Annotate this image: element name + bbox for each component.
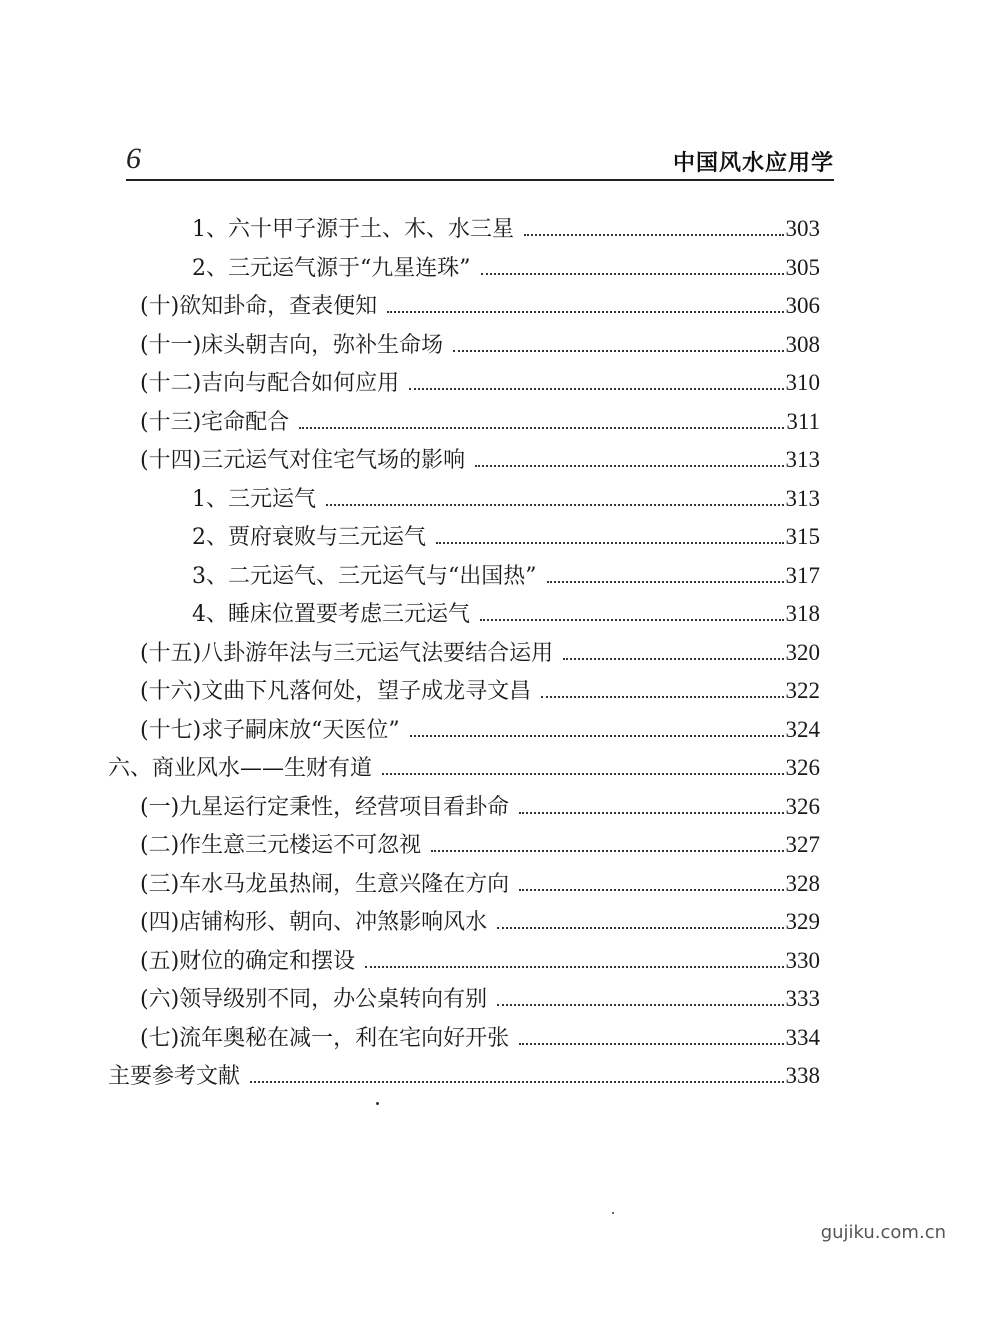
toc-entry-page: 338	[785, 1063, 820, 1088]
toc-entry-title: 2、贾府衰败与三元运气	[192, 525, 426, 550]
toc-entry-page: 318	[785, 601, 820, 626]
dot-leader	[541, 696, 783, 698]
dot-leader	[481, 273, 784, 275]
toc-entry	[140, 672, 820, 710]
toc-entry-title: 1、六十甲子源于土、木、水三星	[192, 217, 514, 242]
toc-entry-title: 1、三元运气	[192, 486, 316, 512]
book-title: 中国风水应用学	[672, 151, 834, 176]
dot-leader	[497, 1004, 783, 1006]
toc-entry-title: (十)欲知卦命，查表便知	[140, 294, 378, 319]
toc-entry-page: 328	[785, 870, 820, 896]
toc-entry-title: 3、二元运气、三元运气与“出国热”	[192, 563, 537, 589]
toc-entry-page: 313	[785, 447, 820, 472]
header-rule	[126, 179, 834, 181]
toc-entry-page: 317	[785, 562, 820, 588]
toc-entry-page: 320	[785, 639, 820, 665]
toc-entry	[108, 749, 820, 787]
page-number: 6	[126, 142, 141, 175]
dot-leader	[453, 350, 783, 352]
toc-entry	[140, 942, 820, 980]
dot-leader	[519, 889, 783, 891]
toc-entry-title: (十七)求子嗣床放“天医位”	[140, 717, 400, 743]
toc-entry-title: 主要参考文献	[108, 1064, 241, 1089]
toc-entry	[140, 903, 820, 941]
toc-entry	[140, 364, 820, 402]
toc-entry-title: (十六)文曲下凡落何处，望子成龙寻文昌	[140, 679, 532, 704]
toc-entry-title: (三)车水马龙虽热闹，生意兴隆在方向	[140, 871, 510, 897]
dot-leader	[382, 773, 783, 775]
toc-entry-page: 326	[785, 793, 820, 819]
dot-leader	[387, 311, 783, 313]
dot-leader	[475, 465, 783, 467]
toc-entry-title: (十五)八卦游年法与三元运气法要结合运用	[140, 640, 554, 666]
toc-entry	[192, 480, 820, 518]
toc-entry	[140, 980, 820, 1018]
toc-entry	[140, 826, 820, 864]
dot-leader	[299, 427, 784, 429]
toc-entry	[140, 711, 820, 749]
toc-entry-page: 303	[785, 216, 820, 241]
toc-entry	[108, 1057, 820, 1095]
toc-entry	[140, 441, 820, 479]
toc-entry	[140, 865, 820, 903]
toc-entry-page: 310	[785, 370, 820, 395]
toc-entry-title: (五)财位的确定和摆设	[140, 948, 356, 974]
running-header	[126, 140, 834, 180]
dot-leader	[524, 234, 784, 236]
toc-entry-page: 313	[785, 485, 820, 511]
toc-entry	[192, 210, 820, 248]
toc-entry	[192, 595, 820, 633]
watermark: gujiku.com.cn	[820, 1222, 946, 1243]
toc-entry	[140, 403, 820, 441]
dot-leader	[547, 581, 784, 583]
toc-entry-title: 六、商业风水——生财有道	[108, 756, 373, 781]
toc-entry	[140, 788, 820, 826]
toc-entry	[192, 249, 820, 287]
dot-leader	[519, 812, 783, 814]
scan-speck	[612, 1212, 614, 1214]
toc-entry-title: 4、睡床位置要考虑三元运气	[192, 602, 470, 627]
toc-entry	[140, 287, 820, 325]
toc-entry-title: (七)流年奥秘在减一，利在宅向好开张	[140, 1025, 510, 1051]
toc-entry-page: 305	[785, 254, 820, 280]
dot-leader	[436, 542, 784, 544]
toc-entry-page: 311	[786, 408, 820, 434]
toc-entry-title: 2、三元运气源于“九星连珠”	[192, 255, 471, 281]
toc-entry-page: 306	[785, 293, 820, 318]
dot-leader	[519, 1043, 783, 1045]
dot-leader	[480, 619, 784, 621]
toc-entry-page: 322	[785, 678, 820, 703]
toc-entry-title: (四)店铺构形、朝向、冲煞影响风水	[140, 910, 488, 935]
dot-leader	[365, 966, 783, 968]
toc-entry-page: 326	[785, 755, 820, 780]
toc-entry-page: 308	[785, 331, 820, 357]
dot-leader	[497, 927, 783, 929]
toc-entry-page: 315	[785, 524, 820, 549]
toc-entry-page: 324	[785, 716, 820, 742]
scan-speck	[376, 1102, 379, 1105]
toc-entry-page: 329	[785, 909, 820, 934]
toc-entry-title: (二)作生意三元楼运不可忽视	[140, 833, 422, 858]
dot-leader	[563, 658, 783, 660]
toc-entry	[140, 1019, 820, 1057]
toc-entry-title: (十二)吉向与配合如何应用	[140, 371, 400, 396]
toc-entry-title: (一)九星运行定秉性，经营项目看卦命	[140, 794, 510, 820]
toc-entry-title: (十三)宅命配合	[140, 409, 290, 435]
dot-leader	[410, 735, 784, 737]
dot-leader	[326, 504, 784, 506]
toc-entry-page: 334	[785, 1024, 820, 1050]
toc-entry-page: 330	[785, 947, 820, 973]
dot-leader	[250, 1081, 783, 1083]
toc-entry-title: (十一)床头朝吉向，弥补生命场	[140, 332, 444, 358]
toc-entry	[192, 557, 820, 595]
toc-entry-page: 333	[785, 986, 820, 1011]
toc-entry-title: (六)领导级别不同，办公桌转向有别	[140, 987, 488, 1012]
toc-entry-page: 327	[785, 832, 820, 857]
toc-entry	[140, 634, 820, 672]
toc-entry	[192, 518, 820, 556]
toc-entry	[140, 326, 820, 364]
dot-leader	[409, 388, 783, 390]
dot-leader	[431, 850, 783, 852]
toc-entry-title: (十四)三元运气对住宅气场的影响	[140, 448, 466, 473]
